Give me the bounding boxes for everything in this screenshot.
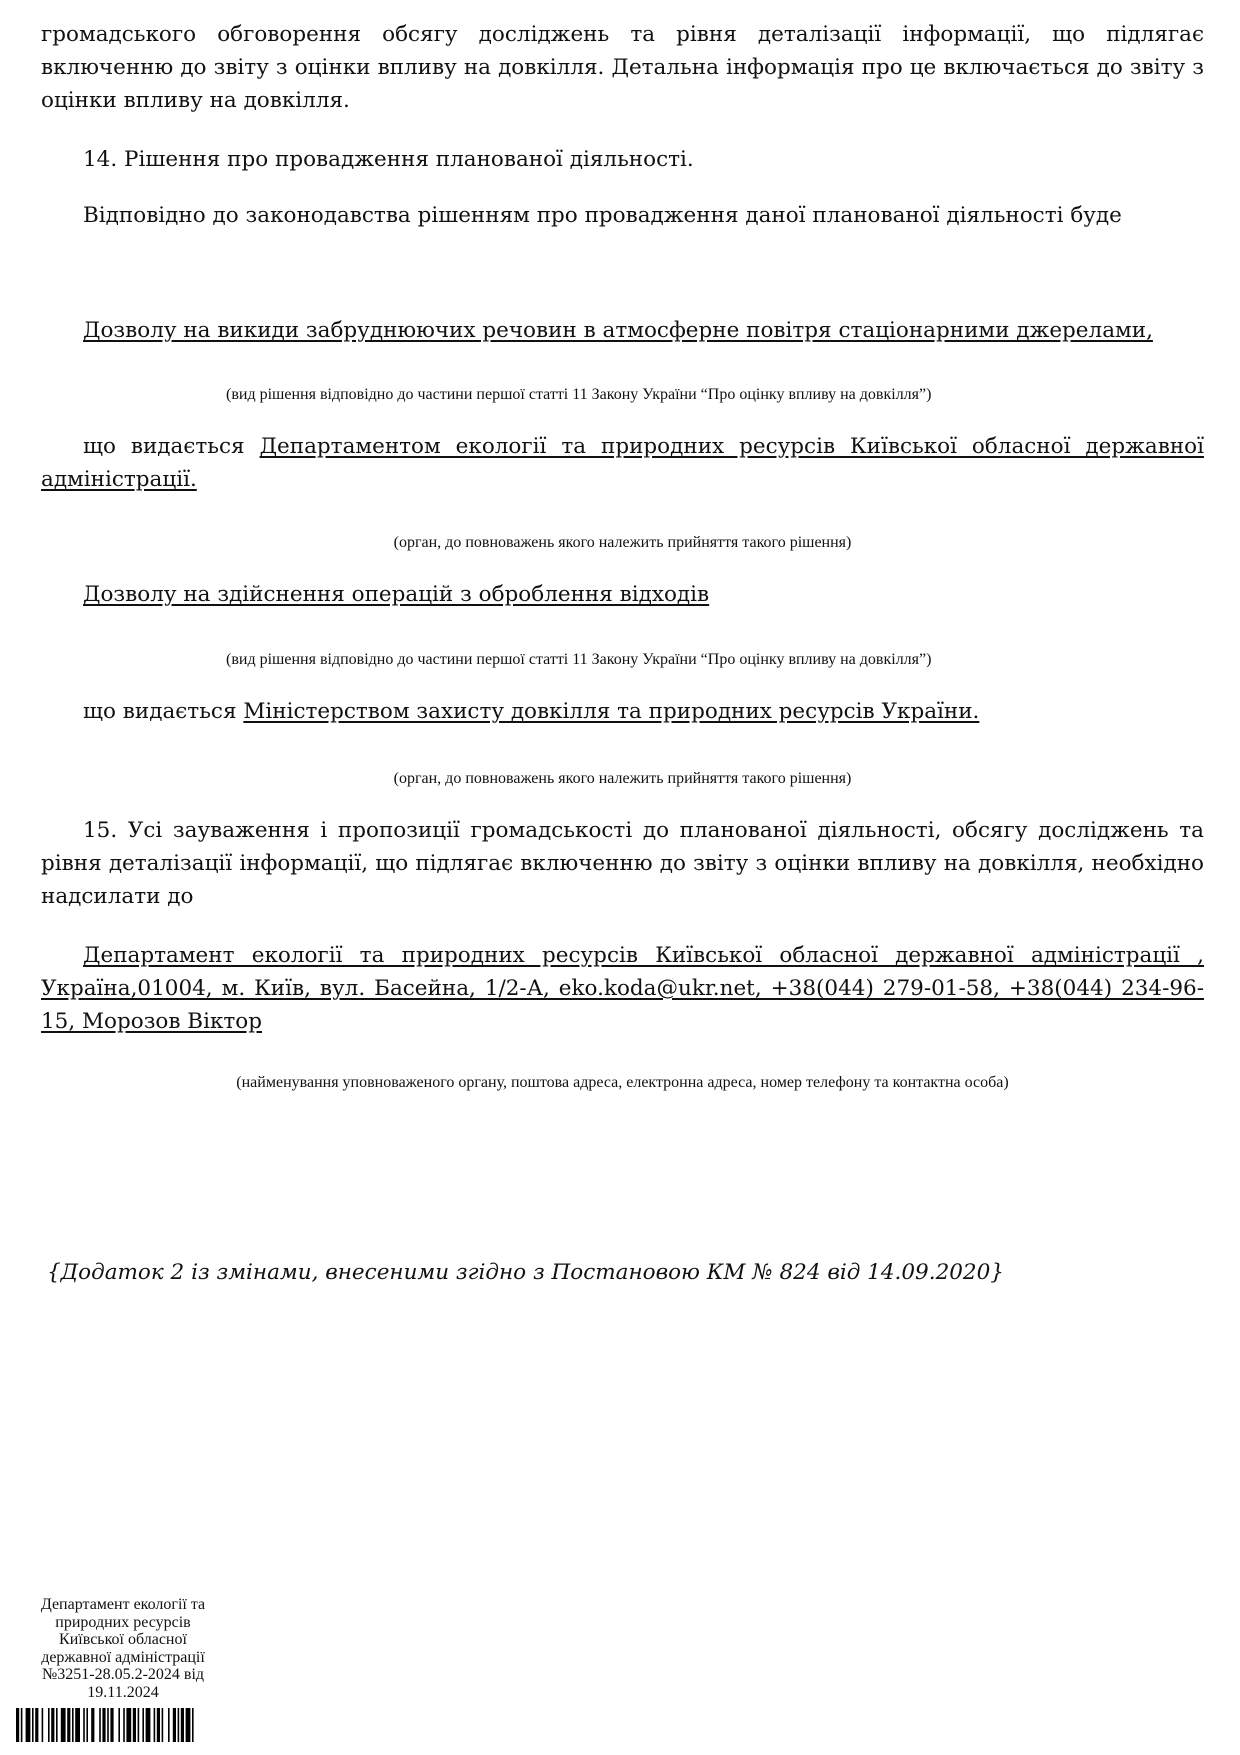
barcode-bar — [178, 1708, 180, 1742]
barcode-bar — [86, 1708, 88, 1742]
section-14-text: Відповідно до законодавства рішенням про провадження даної планованої діяльності буде — [83, 203, 1122, 228]
decision-1-type-note: (вид рішення відповідно до частини першої статті 11 Закону України “Про оцінку впливу на довкілля”) — [226, 386, 932, 403]
barcode-bar — [154, 1708, 156, 1742]
barcode-bar — [56, 1708, 58, 1742]
decision-1-issuer — [41, 430, 1204, 496]
intro-paragraph: громадського обговорення обсягу досліджень та рівня деталізації інформації, що підлягає включенню до звіту з оцінки впливу на довкілля. Детальна інформація про це включається до звіту з оцінки впливу на довкілля. — [41, 22, 1204, 113]
decision-2-type-text: Дозволу на здійснення операцій з оброблення відходів — [83, 582, 710, 607]
stamp-line: Департамент екології та — [40, 1596, 206, 1613]
barcode-bar — [133, 1708, 136, 1742]
barcode-bar — [138, 1708, 140, 1742]
barcode-bar — [35, 1708, 38, 1742]
barcode-bar — [168, 1708, 170, 1742]
contact-note: (найменування уповноваженого органу, поштова адреса, електронна адреса, номер телефону та контактна особа) — [236, 1074, 1009, 1091]
decision-1-issuer-prefix: що видається — [83, 434, 260, 459]
barcode-bar — [146, 1708, 151, 1742]
barcode-bar — [118, 1708, 120, 1742]
barcode-bar — [186, 1708, 191, 1742]
barcode-bar — [83, 1708, 85, 1742]
stamp-line: 19.11.2024 — [87, 1683, 159, 1701]
barcode-bar — [91, 1708, 94, 1742]
barcode-bar — [75, 1708, 80, 1742]
barcode-bar — [61, 1708, 66, 1742]
barcode-bar — [142, 1708, 144, 1742]
barcode-bar — [51, 1708, 54, 1742]
barcode-bar — [67, 1708, 70, 1742]
stamp-line: Київської обласної — [59, 1631, 187, 1648]
barcode-bar — [162, 1708, 164, 1742]
decision-1-type-text: Дозволу на викиди забруднюючих речовин в атмосферне повітря стаціонарними джерелами, — [83, 318, 1153, 343]
barcode-bar — [157, 1708, 160, 1742]
decision-2-type-note: (вид рішення відповідно до частини першої статті 11 Закону України “Про оцінку впливу на довкілля”) — [226, 651, 932, 668]
decision-1-type — [41, 314, 1204, 347]
section-14-heading: 14. Рішення про провадження планованої діяльності. — [83, 147, 694, 172]
decision-2-issuer — [41, 695, 1204, 728]
contact-text: Департамент екології та природних ресурсів Київської обласної державної адміністрації , Україна,01004, м. Київ, вул. Басейна, 1/2-А, eko.koda@ukr.net, +38(044) 279-01-58, +38(044) 234-96-15, Морозов Віктор — [41, 943, 1204, 1034]
decision-2-issuer-note: (орган, до повноважень якого належить прийняття такого рішення) — [393, 770, 852, 787]
decision-2-type — [41, 578, 1204, 611]
amendment-note: {Додаток 2 із змінами, внесеними згідно з Постановою КМ № 824 від 14.09.2020} — [47, 1260, 1004, 1285]
barcode-bar — [26, 1708, 31, 1742]
barcode-bar — [126, 1708, 131, 1742]
barcode-bar — [72, 1708, 74, 1742]
barcode-bar — [99, 1708, 101, 1742]
barcode-bar — [107, 1708, 109, 1742]
barcode-bar — [48, 1708, 50, 1742]
stamp-line: природних ресурсів — [55, 1613, 191, 1631]
barcode-bar — [110, 1708, 113, 1742]
contact-block — [41, 939, 1204, 1038]
decision-2-issuer-prefix: що видається — [83, 699, 244, 724]
stamp-line: №3251-28.05.2-2024 від — [41, 1666, 205, 1683]
section-15-text: 15. Усі зауваження і пропозиції громадськості до планованої діяльності, обсягу досліджень та рівня деталізації інформації, що підлягає включенню до звіту з оцінки впливу на довкілля, необхідно надсилати до — [41, 818, 1204, 909]
barcode-bar — [21, 1708, 23, 1742]
decision-1-issuer-note: (орган, до повноважень якого належить прийняття такого рішення) — [393, 534, 852, 551]
barcode-bar — [123, 1708, 125, 1742]
stamp-line: державної адміністрації — [41, 1648, 205, 1666]
registration-stamp — [14, 1596, 232, 1701]
barcode-bar — [102, 1708, 105, 1742]
barcode-image — [16, 1708, 276, 1744]
barcode-bar — [173, 1708, 176, 1742]
decision-2-issuer-text: Міністерством захисту довкілля та природних ресурсів України. — [243, 699, 980, 724]
decision-1-issuer-text: Департаментом екології та природних ресурсів Київської обласної державної адміністрації. — [41, 434, 1204, 492]
barcode-bar — [16, 1708, 19, 1742]
barcode-bar — [42, 1708, 44, 1742]
barcode-bar — [32, 1708, 34, 1742]
barcode-bar — [181, 1708, 184, 1742]
barcode-bar — [192, 1708, 194, 1742]
